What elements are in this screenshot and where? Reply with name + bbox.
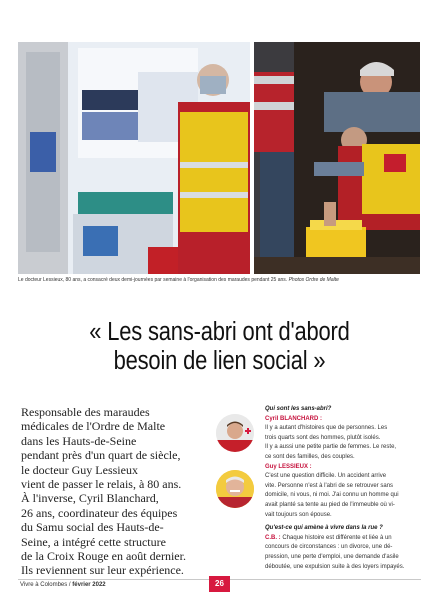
headline-line-1: « Les sans-abri ont d'abord — [89, 318, 350, 346]
answer-line: déboutée, une expulsion suite à des loyers impayés. — [265, 563, 405, 570]
headline-line-2: besoin de lien social » — [113, 347, 326, 375]
answer-line: domicile, ni vous, ni moi. J'ai connu un homme qui — [265, 492, 399, 499]
answer-2 — [265, 472, 421, 520]
answer-line-text: Chaque histoire est différente et liée à un — [282, 534, 392, 541]
answer-line: ce sont des familles, des couples. — [265, 453, 355, 460]
intro-line: 26 ans, coordinateur des équipes — [21, 505, 178, 520]
question-2: Qu'est-ce qui amène à vivre dans la rue ? — [265, 525, 383, 532]
answer-line: vait toujours son épouse. — [265, 511, 332, 518]
photo-row — [18, 42, 420, 274]
photo-footbath-care — [254, 42, 420, 274]
answer-line: vite. Personne n'est à l'abri de se retrouver sans — [265, 482, 394, 489]
footer-separator: / — [67, 582, 73, 588]
photo-caption-text: Le docteur Lessieux, 80 ans, a consacré deux demi-journées par semaine à l'organisation des maraudes pendant 25 ans. — [18, 277, 288, 283]
answer-line: Il y a aussi une petite partie de femmes. Le reste, — [265, 444, 397, 451]
intro-line: dans les Hauts-de-Seine — [21, 433, 137, 448]
intro-line: Seine, a intégré cette structure — [21, 534, 166, 549]
answer-1 — [265, 424, 421, 462]
answer-3 — [265, 534, 421, 572]
footer-publication — [20, 582, 106, 588]
intro-line: À l'inverse, Cyril Blanchard, — [21, 491, 159, 506]
answer-line: concours de circonstances : un divorce, une dé- — [265, 544, 393, 551]
answer-line: avait planté sa tente au pied de l'immeuble où vi- — [265, 501, 395, 508]
intro-line: vient de passer le relais, à 80 ans. — [21, 477, 182, 492]
answer-line: Il y a autant d'histoires que de personnes. Les — [265, 425, 388, 432]
intro-line: de la Croix Rouge en août dernier. — [21, 549, 186, 564]
page-number: 26 — [209, 576, 230, 592]
intro-paragraph — [21, 405, 211, 578]
intro-line: du Samu social des Hauts-de- — [21, 520, 164, 535]
answer-line: pression, une perte d'emploi, une demande d'asile — [265, 553, 399, 560]
intro-line: Responsable des maraudes — [21, 405, 150, 419]
avatar-guy-lessieux — [216, 470, 254, 508]
intro-line: le docteur Guy Lessieux — [21, 462, 138, 477]
intro-line: médicales de l'Ordre de Malte — [21, 419, 166, 434]
intro-line: Ils reviennent sur leur expérience. — [21, 563, 184, 578]
issue-date: février 2022 — [72, 582, 106, 588]
speaker-guy-lessieux: Guy LESSIEUX : — [265, 463, 312, 470]
magazine-name: Vivre à Colombes — [20, 582, 68, 588]
speaker-cb: C.B. : — [265, 534, 281, 541]
answer-line — [265, 534, 421, 544]
photo-credit: Photos Ordre de Malte — [288, 277, 339, 283]
photo-caption — [18, 277, 420, 284]
interview-block — [265, 405, 421, 572]
intro-line: pendant près d'un quart de siècle, — [21, 448, 181, 463]
article-headline — [48, 318, 391, 376]
photo-ambulance-doctor — [18, 42, 250, 274]
avatar-cyril-blanchard — [216, 414, 254, 452]
question-1: Qui sont les sans-abri? — [265, 406, 332, 412]
speaker-cyril-blanchard: Cyril BLANCHARD : — [265, 415, 322, 422]
answer-line: trois quarts sont des hommes, plutôt isolés. — [265, 434, 381, 441]
answer-line: C'est une question difficile. Un accident arrive — [265, 473, 387, 480]
